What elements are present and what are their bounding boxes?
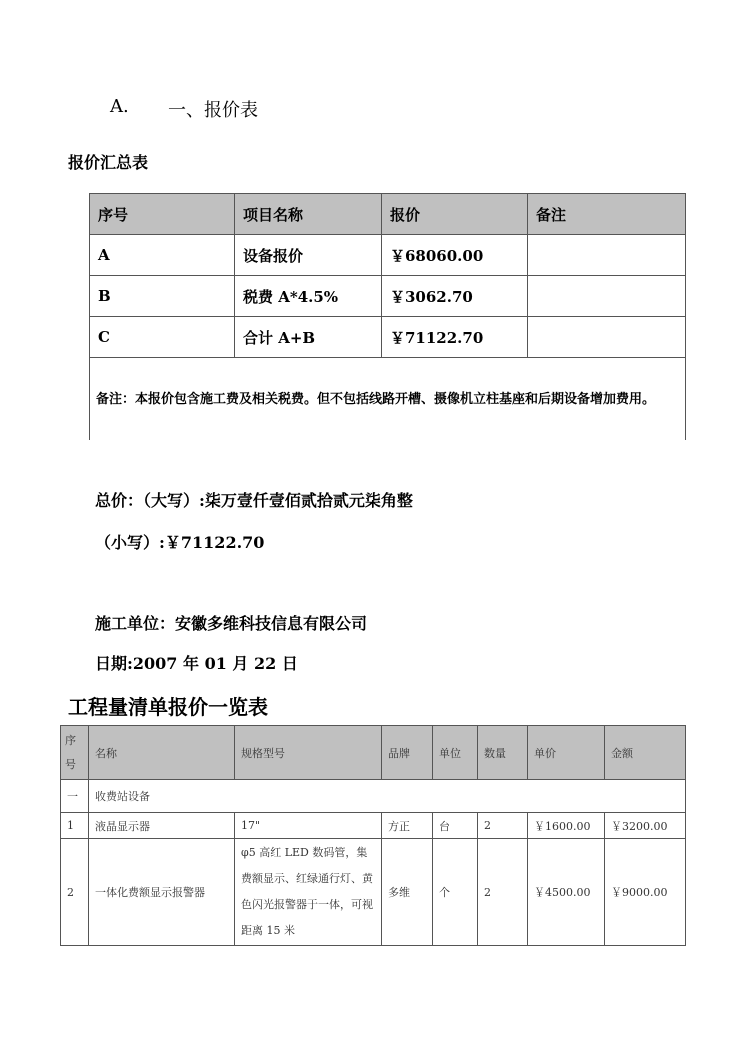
table-header-row (90, 194, 686, 235)
cell: 设备报价 (235, 235, 382, 276)
cell: ￥1600.00 (528, 813, 605, 839)
header-cell: 序号 (90, 194, 235, 235)
cell: 2 (61, 839, 89, 946)
company: 施工单位：安徽多维科技信息有限公司 (95, 614, 368, 633)
header-cell: 报价 (382, 194, 528, 235)
cell: 合计 A+B (235, 317, 382, 358)
cell: ￥4500.00 (528, 839, 605, 946)
cell: ￥68060.00 (382, 235, 528, 276)
heading-title: 一、报价表 (168, 100, 258, 121)
cell: C (90, 317, 235, 358)
cell: B (90, 276, 235, 317)
header-cell: 单价 (528, 726, 605, 780)
cell: 收费站设备 (89, 780, 686, 813)
summary-note: 备注：本报价包含施工费及相关税费。但不包括线路开槽、摄像机立柱基座和后期设备增加费用。 (90, 358, 686, 441)
header-cell: 规格型号 (235, 726, 382, 780)
cell: 17" (235, 813, 382, 839)
header-cell: 名称 (89, 726, 235, 780)
cell: 液晶显示器 (89, 813, 235, 839)
cell: 多维 (382, 839, 433, 946)
note-row (90, 358, 686, 441)
header-cell: 品牌 (382, 726, 433, 780)
header-cell: 备注 (528, 194, 686, 235)
cell: 税费 A*4.5% (235, 276, 382, 317)
cell: φ5 高红 LED 数码管，集费额显示、红绿通行灯、黄色闪光报警器于一体，可视距离 15 米 (235, 839, 382, 946)
header-cell: 单位 (433, 726, 478, 780)
summary-table (89, 193, 686, 440)
cell: 一体化费额显示报警器 (89, 839, 235, 946)
header-cell: 项目名称 (235, 194, 382, 235)
table-row (90, 317, 686, 358)
cell: 2 (478, 839, 528, 946)
bill-table (60, 725, 686, 946)
table-header-row (61, 726, 686, 780)
header-cell: 数量 (478, 726, 528, 780)
cell: ￥9000.00 (605, 839, 686, 946)
total-upper: 总价：（大写）:柒万壹仟壹佰贰拾贰元柒角整 (95, 491, 413, 510)
header-cell: 金额 (605, 726, 686, 780)
cell (528, 317, 686, 358)
cell: 个 (433, 839, 478, 946)
cell: 台 (433, 813, 478, 839)
heading-prefix: A. (110, 96, 129, 117)
table-row (90, 235, 686, 276)
bill-title: 工程量清单报价一览表 (68, 695, 268, 719)
table-row (61, 839, 686, 946)
cell (528, 276, 686, 317)
cell: ￥3200.00 (605, 813, 686, 839)
table-row (90, 276, 686, 317)
total-lower: （小写）:￥71122.70 (95, 533, 265, 552)
header-cell: 序号 (61, 726, 89, 780)
cell: 一 (61, 780, 89, 813)
cell: 方正 (382, 813, 433, 839)
cell: ￥3062.70 (382, 276, 528, 317)
cell: 2 (478, 813, 528, 839)
table-row (61, 813, 686, 839)
cell (528, 235, 686, 276)
cell: ￥71122.70 (382, 317, 528, 358)
cell: 1 (61, 813, 89, 839)
cell: A (90, 235, 235, 276)
date: 日期:2007 年 01 月 22 日 (95, 654, 298, 673)
section-row (61, 780, 686, 813)
summary-title: 报价汇总表 (68, 153, 149, 172)
